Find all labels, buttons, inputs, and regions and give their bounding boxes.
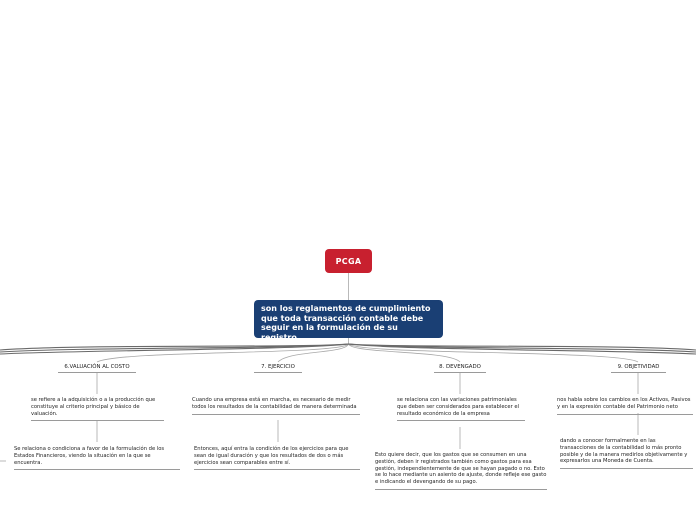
note-ejercicio-2[interactable]	[194, 446, 360, 470]
note-devengado-2[interactable]	[375, 452, 547, 490]
branch-title: 8. DEVENGADO	[439, 364, 481, 370]
root-node-label: PCGA	[335, 256, 362, 266]
note-valuacion-2[interactable]	[14, 446, 180, 470]
note-text: nos habla sobre los cambios en los Activos, Pasivos y en la expresión contable del Patrimonio neto	[557, 397, 691, 410]
note-text: Cuando una empresa está en marcha, es necesario de medir todos los resultados de la contabilidad de manera determinada	[192, 397, 357, 410]
note-valuacion-1[interactable]	[31, 397, 164, 421]
root-node-pcga[interactable]	[325, 249, 372, 273]
branch-objetividad[interactable]	[611, 362, 666, 373]
branch-title: 7. EJERCICIO	[261, 364, 295, 370]
branch-ejercicio[interactable]	[254, 362, 302, 373]
branch-valuacion-al-costo[interactable]	[58, 362, 136, 373]
branch-title: 6.VALUACIÓN AL COSTO	[64, 364, 130, 370]
note-text: Se relaciona o condiciona a favor de la formulación de los Estados Financieros, viendo la situación en la que se encuentra.	[14, 446, 165, 466]
note-ejercicio-1[interactable]	[192, 397, 360, 415]
branch-title: 9. OBJETIVIDAD	[617, 364, 660, 370]
main-definition-node[interactable]	[254, 300, 443, 342]
branch-devengado[interactable]	[434, 362, 486, 373]
note-devengado-1[interactable]	[397, 397, 525, 421]
note-text: Esto quiere decir, que los gastos que se consumen en una gestión, deben ir registrados también como gastos para esa gestión, independientemente de que se hayan pagado o no. Esto se lo hace mediante un asiento de ajuste, donde refleje ese gasto e indicando el devengando de su pago.	[375, 452, 547, 486]
main-definition-text: son los reglamentos de cumplimiento que toda transacción contable debe seguir en la formulación de su registro	[261, 304, 431, 342]
note-text: se relaciona con las variaciones patrimoniales que deben ser considerados para establecer el resultado económico de la empresa	[397, 397, 519, 417]
note-text: dando a conocer formalmente en las transacciones de la contabilidad lo más pronto posible y de la manera medirlos objetivamente y expresarlos una Moneda de Cuenta.	[560, 438, 688, 465]
note-objetividad-1[interactable]	[557, 397, 693, 415]
note-text: Entonces, aquí entra la condición de los ejercicios para que sean de igual duración y que los resultados de dos o más ejercicios sean comparables entre sí.	[194, 446, 349, 466]
note-objetividad-2[interactable]	[560, 438, 693, 469]
note-text: se refiere a la adquisición o a la producción que constituye al criterio principal y básico de valuación.	[31, 397, 156, 417]
